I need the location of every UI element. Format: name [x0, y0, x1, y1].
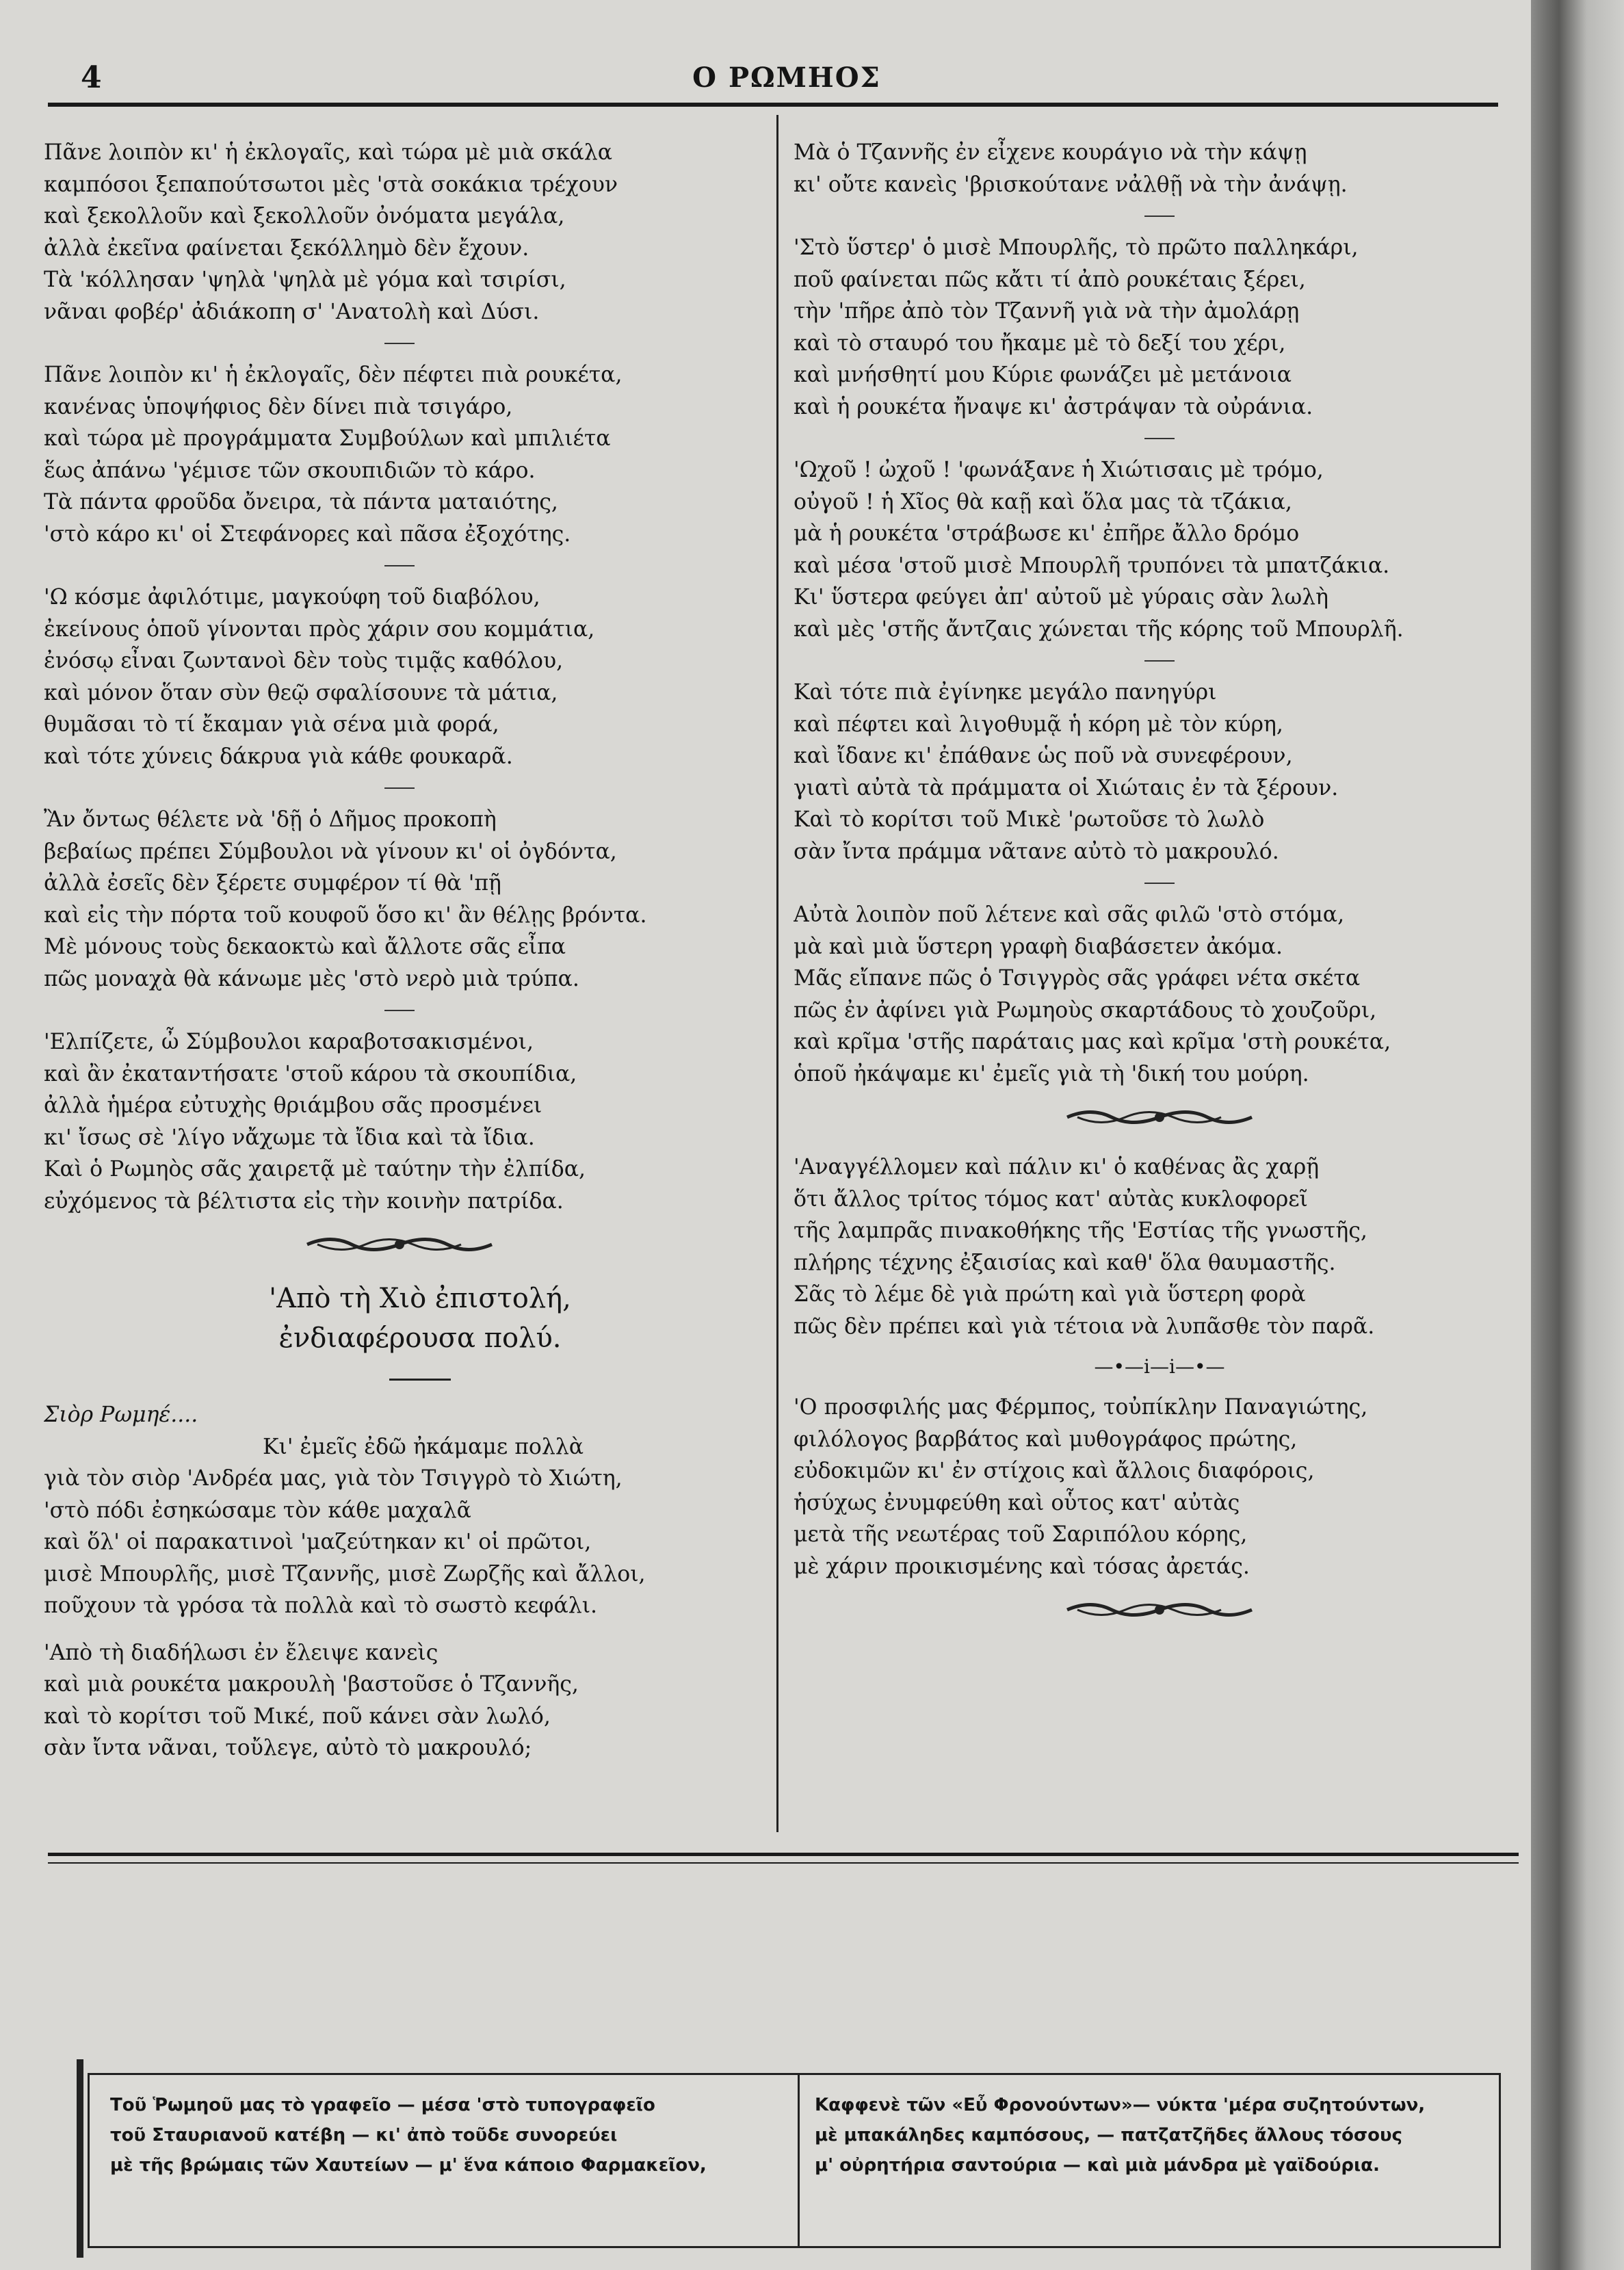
text-line: Σιὸρ Ρωμηέ.... [44, 1403, 198, 1427]
text-line: κανένας ὑποψήφιος δὲν δίνει πιὰ τσιγάρο, [44, 394, 513, 419]
text-line: ποῦ φαίνεται πῶς κἄτι τί ἀπὸ ρουκέταις ξέρει, [794, 267, 1306, 292]
text-line: γιὰ τὸν σιὸρ 'Ανδρέα μας, γιὰ τὸν Τσιγγρὸ τὸ Χιώτη, [44, 1466, 623, 1491]
text-line: Καὶ ὁ Ρωμηὸς σᾶς χαιρετᾷ μὲ ταύτην τὴν ἐλπίδα, [44, 1157, 586, 1182]
footer-line: μ' οὐρητήρια σαντούρια — καὶ μιὰ μάνδρα μὲ γαϊδούρια. [815, 2155, 1380, 2176]
page-binding-edge [1531, 0, 1624, 2270]
ornament-divider [44, 1217, 755, 1279]
text-line: καὶ τώρα μὲ προγράμματα Συμβούλων καὶ μπιλιέτα [44, 426, 611, 451]
text-line: 'Αναγγέλλομεν καὶ πάλιν κι' ὁ καθένας ἂς χαρῇ [794, 1155, 1320, 1179]
text-line: εὐδοκιμῶν κι' ἐν στίχοις καὶ ἄλλοις διαφόροις, [794, 1459, 1315, 1483]
text-line: πῶς ἐν ἀφίνει γιὰ Ρωμηοὺς σκαρτάδους τὸ χουζοῦρι, [794, 997, 1377, 1023]
text-line: καὶ κρῖμα 'στῆς παράταις μας καὶ κρῖμα 'στὴ ρουκέτα, [794, 1030, 1391, 1054]
text-line: ἕως ἀπάνω 'γέμισε τῶν σκουπιδιῶν τὸ κάρο. [44, 458, 536, 483]
text-line: θυμᾶσαι τὸ τί ἔκαμαν γιὰ σένα μιὰ φορά, [44, 712, 499, 737]
text-line: 'στὸ κάρο κι' οἱ Στεφάνορες καὶ πᾶσα ἐξοχότης. [44, 521, 571, 547]
heading-rule [44, 1358, 755, 1399]
text-line: καὶ ξεκολλοῦν καὶ ξεκολλοῦν ὀνόματα μεγάλα, [44, 204, 565, 229]
footer-line: μὲ τῆς βρώμαις τῶν Χαυτείων — μ' ἕνα κάποιο Φαρμακεῖον, [110, 2155, 707, 2176]
text-line: ὁποῦ ἠκάψαμε κι' ἐμεῖς γιὰ τὴ 'δική του μούρη. [794, 1061, 1309, 1086]
text-line: καὶ ἡ ρουκέτα ἤναψε κι' ἀστράψαν τὰ οὐράνια. [794, 394, 1313, 419]
text-line: 'Στὸ ὕστερ' ὁ μισὲ Μπουρλῆς, τὸ πρῶτο παλληκάρι, [794, 235, 1359, 260]
text-line: μετὰ τῆς νεωτέρας τοῦ Σαριπόλου κόρης, [794, 1522, 1248, 1547]
text-line: καὶ ἂν ἐκαταντήσατε 'στοῦ κάρου τὰ σκουπίδια, [44, 1061, 577, 1086]
text-line: Αὐτὰ λοιπὸν ποῦ λέτενε καὶ σᾶς φιλῶ 'στὸ στόμα, [794, 902, 1345, 927]
text-line: 'Ω κόσμε ἀφιλότιμε, μαγκούφη τοῦ διαβόλου, [44, 585, 540, 610]
text-line: καὶ μὲς 'στῆς ἄντζαις χώνεται τῆς κόρης τοῦ Μπουρλῆ. [794, 616, 1404, 642]
text-line: εὐχόμενος τὰ βέλτιστα εἰς τὴν κοινὴν πατρίδα. [44, 1188, 564, 1214]
text-line: ἀλλὰ ἐσεῖς δὲν ξέρετε συμφέρον τί θὰ 'πῇ [44, 871, 501, 896]
text-line: ἐκείνους ὁποῦ γίνονται πρὸς χάριν σου κομμάτια, [44, 616, 595, 642]
text-line: 'Απὸ τὴ διαδήλωσι ἐν ἔλειψε κανεὶς [44, 1640, 438, 1665]
text-line: ποῦχουν τὰ γρόσα τὰ πολλὰ καὶ τὸ σωστὸ κεφάλι. [44, 1593, 598, 1618]
text-line: βεβαίως πρέπει Σύμβουλοι νὰ γίνουν κι' οἱ ὀγδόντα, [44, 839, 617, 864]
stanza-separator [794, 645, 1525, 677]
text-line: καὶ μέσα 'στοῦ μισὲ Μπουρλῆ τρυπόνει τὰ μπατζάκια. [794, 553, 1390, 578]
text-line: κι' οὔτε κανεὶς 'βρισκούτανε νἀλθῇ νὰ τὴν ἀνάψῃ. [794, 172, 1348, 197]
text-line: Ἂν ὄντως θέλετε νὰ 'δῇ ὁ Δῆμος προκοπὴ [44, 807, 497, 832]
text-line: κι' ἴσως σὲ 'λίγο νἄχωμε τὰ ἴδια καὶ τὰ ἴδια. [44, 1125, 535, 1150]
text-line: καὶ ὅλ' οἱ παρακατινοὶ 'μαζεύτηκαν κι' οἱ πρῶτοι, [44, 1530, 592, 1554]
small-ornament: —•—i—i—•— [1094, 1355, 1225, 1378]
stanza-separator [794, 200, 1525, 232]
footer-line: τοῦ Σταυριανοῦ κατέβη — κι' ἀπὸ τοῦδε συνορεύει [110, 2125, 618, 2145]
footer-rule [48, 1853, 1519, 1856]
footer-box-right [815, 2090, 1492, 2180]
footer-box [88, 2073, 1501, 2248]
text-line: γιατὶ αὐτὰ τὰ πράμματα οἱ Χιώταις ἐν τὰ ξέρουν. [794, 775, 1339, 800]
text-line: 'στὸ πόδι ἐσηκώσαμε τὸν κάθε μαχαλᾶ [44, 1498, 471, 1523]
footer-line: μὲ μπακάληδες καμπόσους, — πατζατζῆδες ἄλλους τόσους [815, 2125, 1402, 2145]
text-line: σὰν ἴντα πράμμα νᾶτανε αὐτὸ τὸ μακρουλό. [794, 839, 1279, 864]
text-line: πῶς δὲν πρέπει καὶ γιὰ τέτοια νὰ λυπᾶσθε τὸν παρᾶ. [794, 1314, 1375, 1339]
text-line: σὰν ἴντα νᾶναι, τοὔλεγε, αὐτὸ τὸ μακρουλό; [44, 1736, 532, 1760]
letter-heading: 'Απὸ τὴ Χιὸ ἐπιστολή, [269, 1283, 571, 1314]
text-line: καὶ μόνον ὅταν σὺν θεῷ σφαλίσουνε τὰ μάτια, [44, 680, 558, 705]
left-column [44, 137, 755, 1764]
stanza-separator [794, 867, 1525, 899]
column-divider [776, 115, 778, 1832]
text-line: ἀλλὰ ἡμέρα εὐτυχὴς θριάμβου σᾶς προσμένει [44, 1093, 542, 1118]
text-line: μὰ καὶ μιὰ ὕστερη γραφὴ διαβάσετεν ἀκόμα. [794, 934, 1283, 959]
text-line: πλήρης τέχνης ἐξαισίας καὶ καθ' ὅλα θαυμαστῆς. [794, 1250, 1336, 1275]
text-line: ἡσύχως ἐνυμφεύθη καὶ οὗτος κατ' αὐτὰς [794, 1490, 1240, 1515]
text-line: πῶς μοναχὰ θὰ κάνωμε μὲς 'στὸ νερὸ μιὰ τρύπα. [44, 966, 579, 991]
text-line: καὶ τὸ κορίτσι τοῦ Μικέ, ποῦ κάνει σὰν λωλό, [44, 1704, 551, 1729]
text-line: καὶ τότε χύνεις δάκρυα γιὰ κάθε φουκαρᾶ. [44, 744, 513, 769]
text-line: Μὲ μόνους τοὺς δεκαοκτὼ καὶ ἄλλοτε σᾶς εἶπα [44, 935, 566, 959]
text-line: τὴν 'πῆρε ἀπὸ τὸν Τζαννῆ γιὰ νὰ τὴν ἀμολάρῃ [794, 299, 1300, 324]
text-line: Πᾶνε λοιπὸν κι' ἡ ἐκλογαῖς, καὶ τώρα μὲ μιὰ σκάλα [44, 140, 612, 165]
text-line: νᾶναι φοβέρ' ἀδιάκοπη σ' 'Ανατολὴ καὶ Δύσι. [44, 299, 540, 324]
text-line: φιλόλογος βαρβάτος καὶ μυθογράφος πρώτης, [794, 1426, 1298, 1452]
text-line: Καὶ τὸ κορίτσι τοῦ Μικὲ 'ρωτοῦσε τὸ λωλὸ [794, 807, 1265, 832]
footer-line: Καφφενὲ τῶν «Εὖ Φρονούντων»— νύκτα 'μέρα συζητούντων, [815, 2095, 1426, 2115]
ornament-divider [794, 1582, 1525, 1644]
text-line: ἀλλὰ ἐκεῖνα φαίνεται ξεκόλλημὸ δὲν ἔχουν. [44, 235, 529, 261]
text-line: καὶ ἴδανε κι' ἐπάθανε ὡς ποῦ νὰ συνεφέρουν, [794, 744, 1293, 768]
text-line: Καὶ τότε πιὰ ἐγίνηκε μεγάλο πανηγύρι [794, 680, 1217, 705]
text-line: Πᾶνε λοιπὸν κι' ἡ ἐκλογαῖς, δὲν πέφτει πιὰ ρουκέτα, [44, 363, 623, 387]
footer-rule [48, 1862, 1519, 1864]
text-line: μὰ ἡ ρουκέτα 'στράβωσε κι' ἐπῆρε ἄλλο δρόμο [794, 521, 1300, 546]
text-line: Τὰ πάντα φροῦδα ὄνειρα, τὰ πάντα ματαιότης, [44, 490, 558, 514]
text-line: 'Ο προσφιλής μας Φέρμπος, τοὐπίκλην Παναγιώτης, [794, 1395, 1368, 1420]
text-line: Μᾶς εἴπανε πῶς ὁ Τσιγγρὸς σᾶς γράφει νέτα σκέτα [794, 966, 1361, 991]
text-line: μισὲ Μπουρλῆς, μισὲ Τζαννῆς, μισὲ Ζωρζῆς καὶ ἄλλοι, [44, 1561, 646, 1587]
text-line: τῆς λαμπρᾶς πινακοθήκης τῆς 'Εστίας τῆς γνωστῆς, [794, 1218, 1367, 1243]
ornament-divider [794, 1090, 1525, 1151]
footer-box-divider [798, 2075, 800, 2246]
text-line: 'Ελπίζετε, ὦ Σύμβουλοι καραβοτσακισμένοι, [44, 1030, 534, 1054]
text-line: Σᾶς τὸ λέμε δὲ γιὰ πρώτη καὶ γιὰ ὕστερη φορὰ [794, 1282, 1306, 1307]
stanza-separator [44, 995, 755, 1026]
text-line: καὶ μνήσθητί μου Κύριε φωνάζει μὲ μετάνοια [794, 363, 1292, 387]
text-line: καὶ τὸ σταυρό του ἤκαμε μὲ τὸ δεξί του χέρι, [794, 330, 1286, 356]
text-line: Κι' ὕστερα φεύγει ἀπ' αὐτοῦ μὲ γύραις σὰν λωλὴ [794, 585, 1328, 610]
text-line: Τὰ 'κόλλησαν 'ψηλὰ 'ψηλὰ μὲ γόμα καὶ τσιρίσι, [44, 268, 566, 292]
text-line: ἐνόσῳ εἶναι ζωντανοὶ δὲν τοὺς τιμᾷς καθόλου, [44, 649, 564, 673]
header-rule [48, 103, 1498, 107]
text-line: μὲ χάριν προικισμένης καὶ τόσας ἀρετάς. [794, 1554, 1250, 1579]
footer-line: Τοῦ Ῥωμηοῦ μας τὸ γραφεῖο — μέσα 'στὸ τυπογραφεῖο [110, 2095, 655, 2115]
text-line: καμπόσοι ξεπαπούτσωτοι μὲς 'στὰ σοκάκια τρέχουν [44, 172, 618, 197]
text-line: 'Ωχοῦ ! ὠχοῦ ! 'φωνάξανε ἡ Χιώτισαις μὲ τρόμο, [794, 458, 1324, 482]
text-line: καὶ εἰς τὴν πόρτα τοῦ κουφοῦ ὅσο κι' ἂν θέλῃς βρόντα. [44, 902, 647, 928]
page-number: 4 [81, 60, 102, 95]
masthead-title: Ο ΡΩΜΗΟΣ [692, 62, 881, 94]
letter-heading: ἐνδιαφέρουσα πολύ. [278, 1322, 562, 1354]
stanza-separator [44, 328, 755, 359]
footer-box-left [110, 2090, 781, 2180]
text-line: Κι' ἐμεῖς ἐδῶ ἠκάμαμε πολλὰ [263, 1434, 584, 1459]
stanza-separator [44, 550, 755, 582]
text-line: καὶ πέφτει καὶ λιγοθυμᾷ ἡ κόρη μὲ τὸν κύρη, [794, 712, 1283, 737]
stanza-separator [794, 423, 1525, 454]
text-line: ὅτι ἄλλος τρίτος τόμος κατ' αὐτὰς κυκλοφορεῖ [794, 1186, 1308, 1212]
text-line: Μὰ ὁ Τζαννῆς ἐν εἶχενε κουράγιο νὰ τὴν κάψῃ [794, 140, 1307, 165]
stanza-separator [44, 772, 755, 804]
right-column [794, 137, 1525, 1644]
text-line: οὐγοῦ ! ἡ Χῖος θὰ καῇ καὶ ὅλα μας τὰ τζάκια, [794, 489, 1292, 514]
text-line: καὶ μιὰ ρουκέτα μακρουλὴ 'βαστοῦσε ὁ Τζαννῆς, [44, 1672, 579, 1697]
